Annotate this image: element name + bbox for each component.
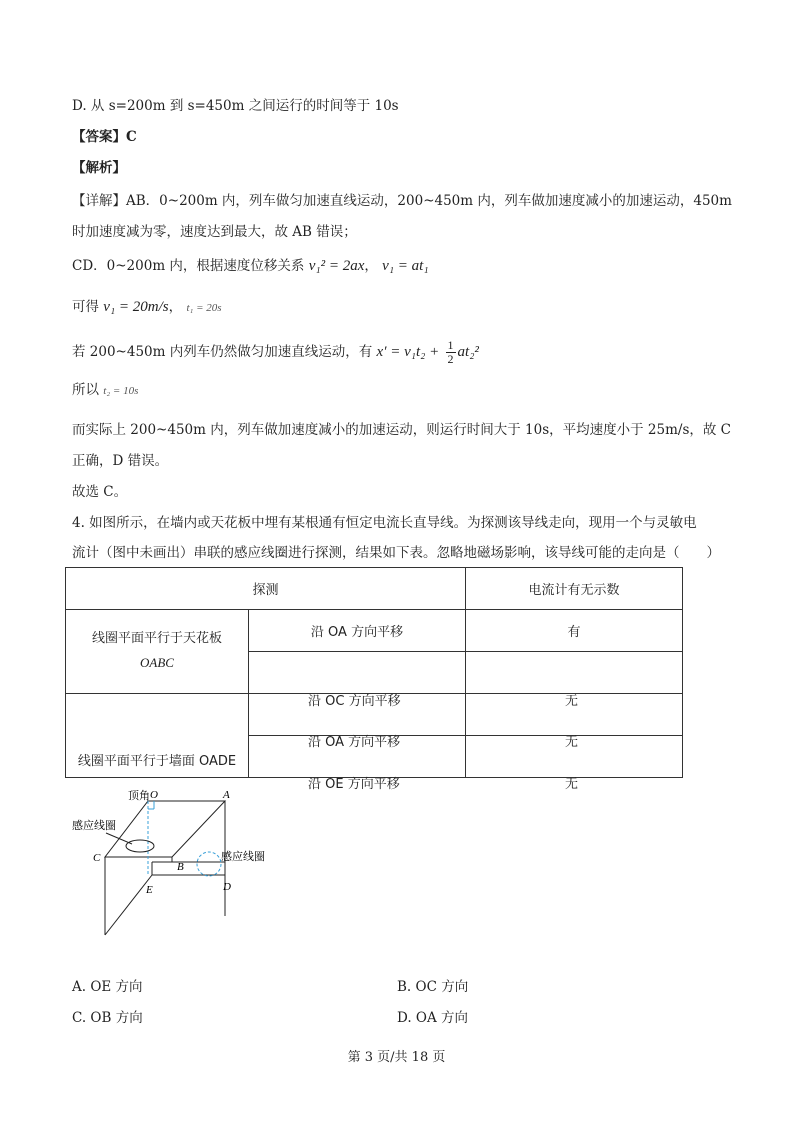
option-d-text: D. 从 s=200m 到 s=450m 之间运行的时间等于 10s [72,98,399,114]
cd-intro: CD．0~200m 内，根据速度位移关系 [72,258,305,274]
answer-label: 【答案】C [72,129,137,145]
so-line [72,380,138,401]
question-4-line-1: 4. 如图所示，在墙内或天花板中埋有某根通有恒定电流长直导线。为探测该导线走向，现用一个与灵敏电 [72,515,697,531]
wall-label: 线圈平面平行于墙面 OADE [66,694,249,778]
wall-coil [197,852,221,876]
option-c: C. OB 方向 [72,1010,143,1026]
row4-reading: 无 [565,777,579,792]
label-e: E [146,884,153,896]
question-4-line-2: 流计（图中未画出）串联的感应线圈进行探测，结果如下表。忽略地磁场影响，该导线可能的走向是（ ） [72,545,720,561]
ceiling-label-oabc: OABC [140,655,174,670]
actual-line-1: 而实际上 200~450m 内，列车做加速度减小的加速运动，则运行时间大于 10s，平均速度小于 25m/s，故 C [72,422,731,438]
row2-reading-cell [466,652,683,694]
detail-line-2: 时加速度减为零，速度达到最大，故 AB 错误； [72,224,357,240]
row3-move: 沿 OA 方向平移 [308,735,401,750]
row3-reading: 无 [565,735,579,750]
equation-v-squared: v₁² = 2ax [308,258,365,274]
label-a: A [223,789,230,801]
cd-separator: ， [364,258,378,274]
equation-t2-value: t₂ = 10s [103,385,139,397]
option-a: A. OE 方向 [72,979,143,995]
option-d: D. OA 方向 [397,1010,469,1026]
equation-x-prime-right: at₂² [457,344,479,360]
front-diagonal [105,875,152,935]
so-intro: 所以 [72,382,99,398]
label-b: B [177,861,184,873]
option-b: B. OC 方向 [397,979,469,995]
if-line [72,339,479,366]
equation-v1-value: v₁ = 20m/s [103,299,169,315]
if-intro: 若 200~450m 内列车仍然做匀加速直线运动，有 [72,344,373,360]
equation-t1-value: t₁ = 20s [186,302,222,314]
row1-move: 沿 OA 方向平移 [249,610,466,652]
ceiling-coil [126,840,154,852]
page-footer: 第 3 页/共 18 页 [347,1050,446,1065]
label-coil-ceiling: 感应线圈 [72,819,116,832]
actual-line-2: 正确，D 错误。 [72,453,169,469]
ceiling-label-text: 线圈平面平行于天花板 [91,631,222,646]
row4-move: 沿 OE 方向平移 [308,777,400,792]
coil-pointer [106,833,132,844]
ceiling-outline [105,801,225,857]
label-o: O [150,789,158,801]
fraction-denominator: 2 [447,352,454,366]
v1-separator: ， [168,299,183,315]
v1-line [72,297,222,318]
label-c: C [93,852,101,864]
header-probe: 探测 [66,568,466,610]
row1-reading: 有 [466,610,683,652]
fraction-numerator: 1 [447,338,454,352]
label-coil-wall: 感应线圈 [221,850,265,863]
analysis-label: 【解析】 [72,160,126,176]
detail-line-1: 【详解】AB．0~200m 内，列车做匀加速直线运动，200~450m 内，列车做加速度减小的加速运动，450m [72,193,732,209]
cd-line [72,256,429,276]
row2-move: 沿 OC 方向平移 [308,694,401,709]
fraction-one-half [446,339,456,366]
label-corner: 顶角 [128,789,150,802]
row2-move-cell [249,652,466,694]
header-reading: 电流计有无示数 [466,568,683,610]
v1-intro: 可得 [72,299,99,315]
choose-line: 故选 C。 [72,484,128,500]
label-d: D [223,881,231,893]
equation-x-prime-left: x′ = v₁t₂ + [376,344,440,360]
equation-v1-at1: v₁ = at₁ [382,258,429,274]
row2-reading: 无 [565,694,579,709]
room-corner-diagram [60,780,300,940]
ceiling-label [66,610,249,694]
